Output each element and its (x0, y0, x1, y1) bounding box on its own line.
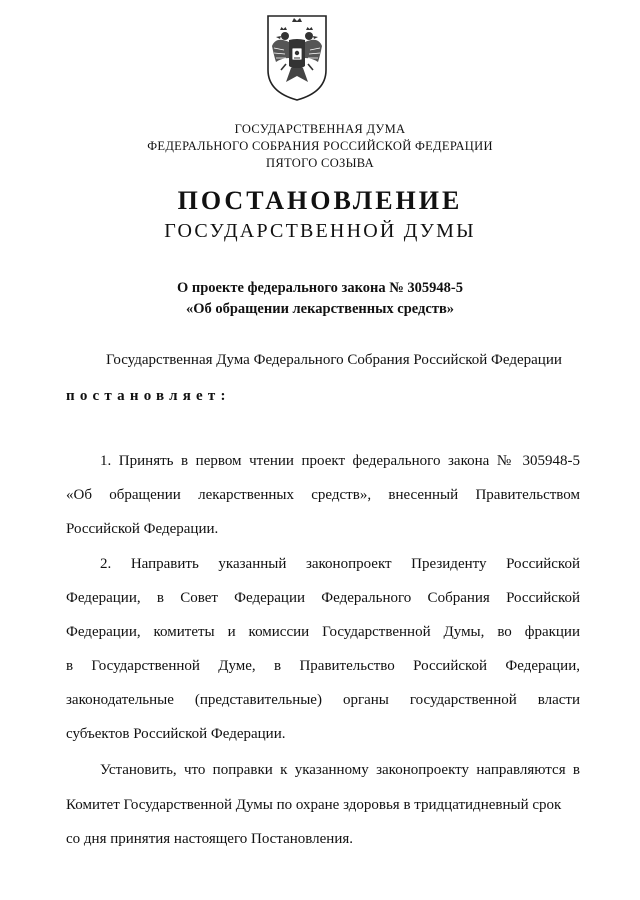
header-line-3: ПЯТОГО СОЗЫВА (266, 156, 374, 170)
coat-of-arms-icon (262, 12, 332, 102)
header-line-2: ФЕДЕРАЛЬНОГО СОБРАНИЯ РОССИЙСКОЙ ФЕДЕРАЦИИ (147, 139, 493, 153)
p2-line-6: субъектов Российской Федерации. (66, 726, 286, 742)
subject-line-2: «Об обращении лекарственных средств» (185, 301, 455, 317)
p2-line-3: Федерации, комитеты и комиссии Государственной Думы, во фракции (66, 624, 580, 640)
document-title: ПОСТАНОВЛЕНИЕ (177, 186, 463, 215)
resolves-word: постановляет: (66, 388, 231, 404)
subject-line-1: О проекте федерального закона № 305948-5 (176, 280, 464, 296)
p2-line-1: 2. Направить указанный законопроект Президенту Российской (100, 556, 580, 572)
preamble-text: Государственная Дума Федерального Собрания Российской Федерации (106, 352, 562, 368)
p3-line-1: Установить, что поправки к указанному законопроекту направляются в (100, 762, 580, 778)
p1-line-3: Российской Федерации. (66, 521, 219, 537)
p3-line-2: Комитет Государственной Думы по охране здоровья в тридцатидневный срок (66, 797, 562, 813)
p1-line-2: «Об обращении лекарственных средств», внесенный Правительством (66, 487, 580, 503)
p2-line-4: в Государственной Думе, в Правительство Российской Федерации, (66, 658, 580, 674)
document-subtitle: ГОСУДАРСТВЕННОЙ ДУМЫ (164, 220, 476, 242)
p3-line-3: со дня принятия настоящего Постановления. (66, 831, 353, 847)
p2-line-5: законодательные (представительные) органы государственной власти (66, 692, 580, 708)
p2-line-2: Федерации, в Совет Федерации Федерального Собрания Российской (66, 590, 580, 606)
header-line-1: ГОСУДАРСТВЕННАЯ ДУМА (234, 122, 406, 136)
p1-line-1: 1. Принять в первом чтении проект федерального закона № 305948-5 (100, 453, 580, 469)
